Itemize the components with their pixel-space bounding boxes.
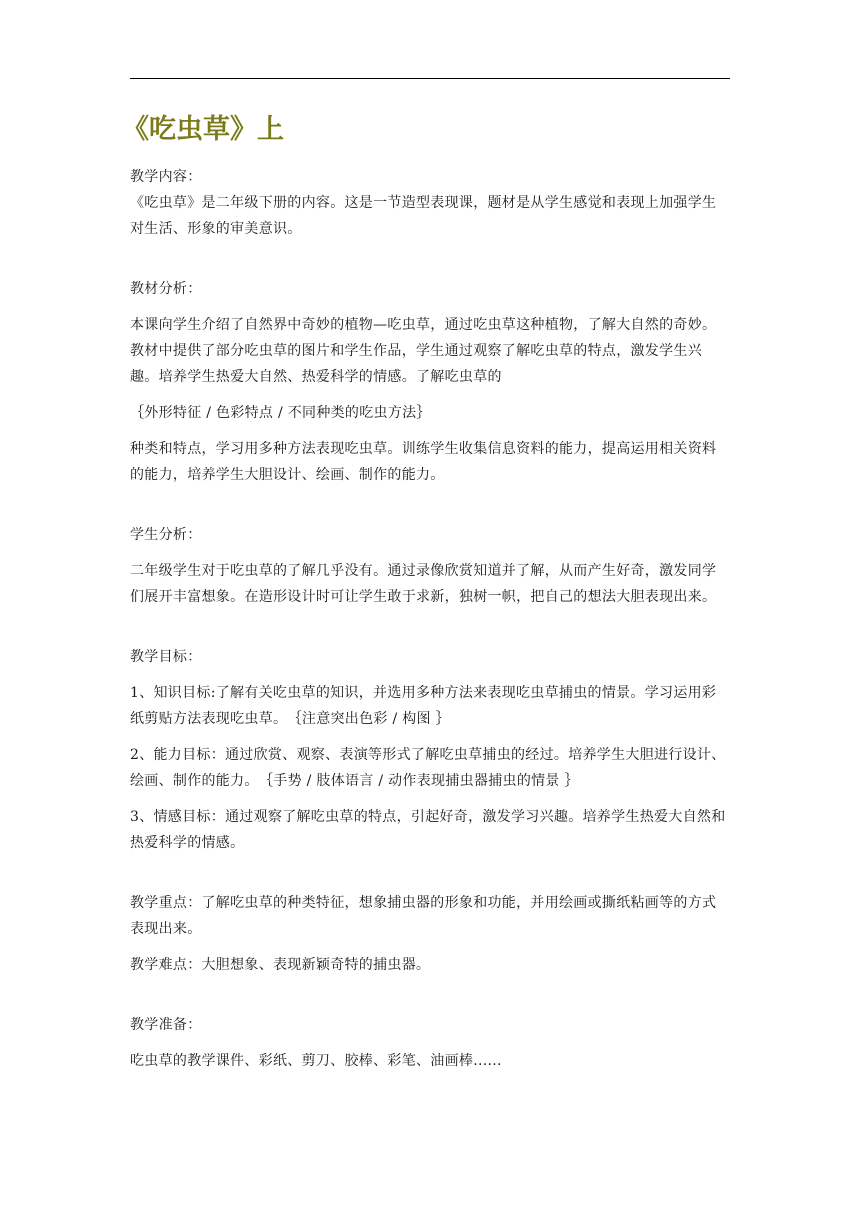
material-paragraph-2: 种类和特点，学习用多种方法表现吃虫草。训练学生收集信息资料的能力，提高运用相关资料的能力，培养学生大胆设计、绘画、制作的能力。	[130, 441, 717, 483]
section-heading-student: 学生分析：	[130, 527, 202, 543]
section-heading-goals: 教学目标：	[130, 649, 202, 665]
key-point-paragraph: 教学重点：了解吃虫草的种类特征，想象捕虫器的形象和功能，并用绘画或撕纸粘画等的方式表现出来。	[130, 895, 717, 937]
difficulty-paragraph: 教学难点：大胆想象、表现新颖奇特的捕虫器。	[130, 957, 431, 973]
prep-paragraph: 吃虫草的教学课件、彩纸、剪刀、胶棒、彩笔、油画棒......	[130, 1053, 502, 1069]
content-paragraph: 《吃虫草》是二年级下册的内容。这是一节造型表现课，题材是从学生感觉和表现上加强学生对生活、形象的审美意识。	[130, 195, 717, 237]
goal-ability: 2、能力目标：通过欣赏、观察、表演等形式了解吃虫草捕虫的经过。培养学生大胆进行设计、绘画、制作的能力。 ｛手势 / 肢体语言 / 动作表现捕虫器捕虫的情景 ｝	[130, 747, 726, 789]
header-rule	[130, 78, 730, 79]
goal-knowledge: 1、知识目标:了解有关吃虫草的知识，并选用多种方法来表现吃虫草捕虫的情景。学习运用彩纸剪贴方法表现吃虫草。 ｛注意突出色彩 / 构图 ｝	[130, 685, 717, 727]
section-heading-prep: 教学准备：	[130, 1017, 202, 1033]
section-heading-content: 教学内容：	[130, 169, 202, 185]
document-title: 《吃虫草》上	[122, 114, 284, 145]
material-paragraph: 本课向学生介绍了自然界中奇妙的植物—吃虫草，通过吃虫草这种植物，了解大自然的奇妙。教材中提供了部分吃虫草的图片和学生作品，学生通过观察了解吃虫草的特点，激发学生兴趣。培养学生热爱大自然、热爱科学的情感。了解吃虫草的	[130, 317, 717, 385]
student-paragraph: 二年级学生对于吃虫草的了解几乎没有。通过录像欣赏知道并了解，从而产生好奇，激发同学们展开丰富想象。在造形设计时可让学生敢于求新，独树一帜，把自己的想法大胆表现出来。	[130, 563, 717, 605]
document-body	[122, 100, 730, 1074]
goal-emotion: 3、情感目标：通过观察了解吃虫草的特点，引起好奇，激发学习兴趣。培养学生热爱大自然和热爱科学的情感。	[130, 809, 726, 851]
section-heading-material: 教材分析：	[130, 281, 202, 297]
material-note: ｛外形特征 / 色彩特点 / 不同种类的吃虫方法｝	[130, 405, 431, 421]
